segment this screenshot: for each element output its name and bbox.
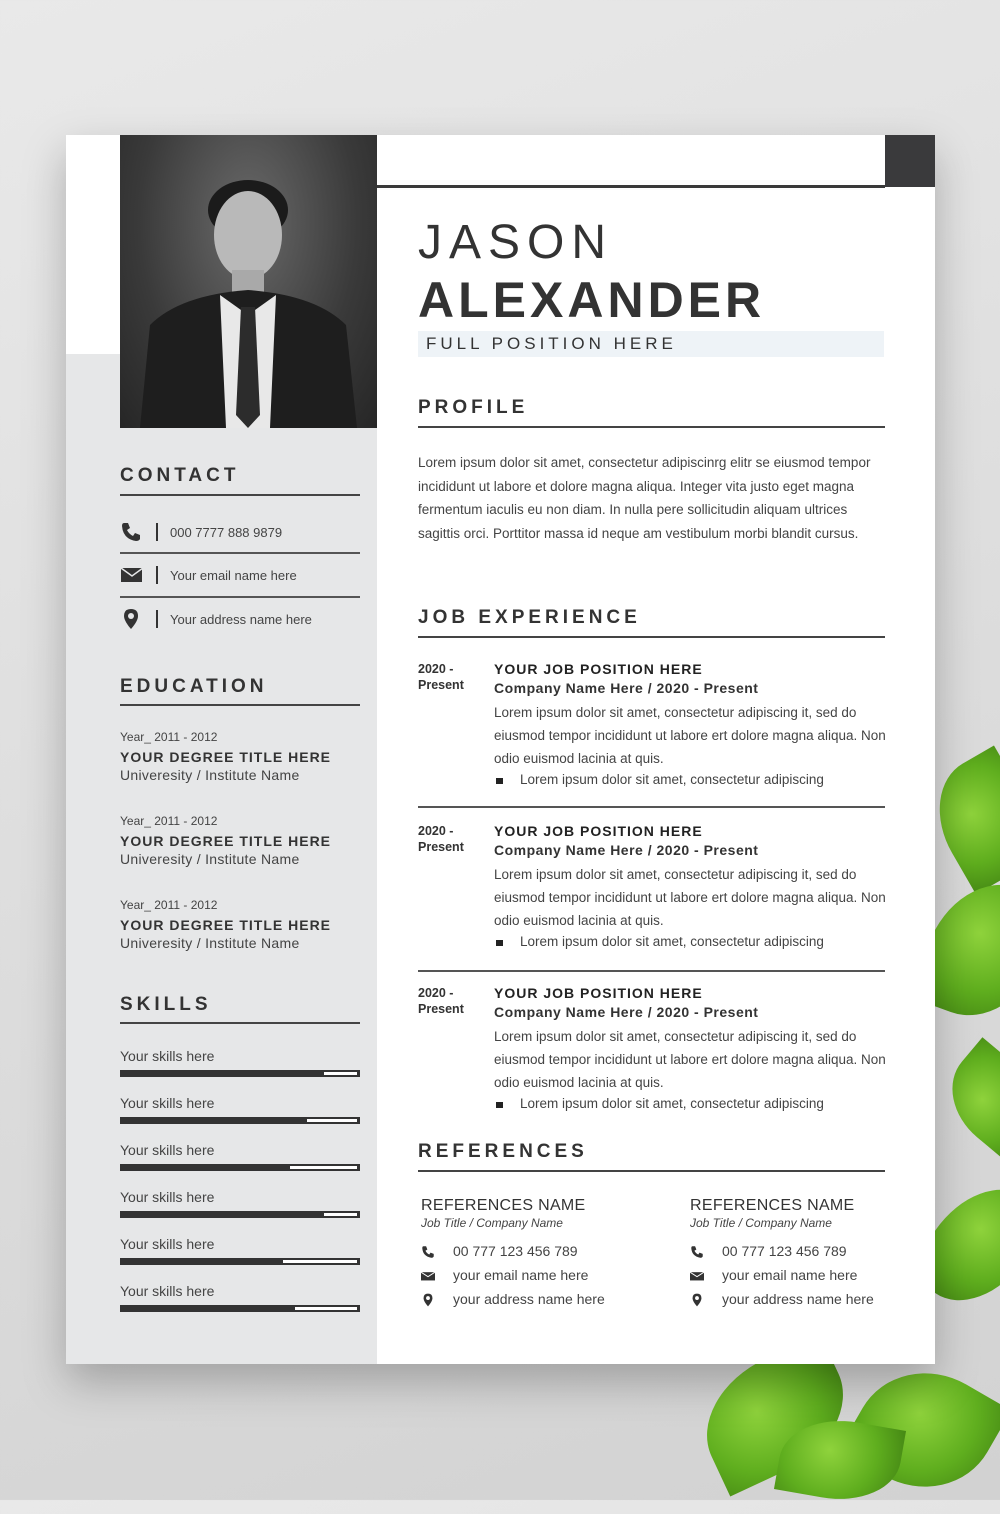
contact-divider <box>120 552 360 554</box>
bullet-square-icon <box>496 940 503 946</box>
reference-name: REFERENCES NAME <box>421 1197 586 1214</box>
institute-name: Univeresity / Institute Name <box>120 767 300 783</box>
skill-bar-remainder <box>290 1166 357 1169</box>
reference-address <box>421 1290 641 1314</box>
degree-title: YOUR DEGREE TITLE HERE <box>120 749 332 765</box>
first-name: JASON <box>418 216 614 269</box>
location-pin-icon <box>690 1293 704 1307</box>
education-year: Year_ 2011 - 2012 <box>120 730 218 744</box>
profile-heading: PROFILE <box>418 397 529 418</box>
skill-item <box>120 1236 360 1265</box>
experience-heading-rule <box>418 636 885 638</box>
job-bullet <box>494 934 888 949</box>
reference-card <box>421 1197 641 1314</box>
reference-email-text: your email name here <box>453 1267 589 1283</box>
skill-item <box>120 1283 360 1312</box>
job-description: Lorem ipsum dolor sit amet, consectetur adipiscing it, sed do eiusmod tempor incididunt ut labore ert dolore magna aliqua. Non odio euismod lacinia at quis. <box>494 1029 886 1090</box>
bullet-text: Lorem ipsum dolor sit amet, consectetur adipiscing <box>520 1096 824 1111</box>
phone-icon <box>421 1245 435 1259</box>
job-position: YOUR JOB POSITION HERE <box>494 985 703 1001</box>
job-company: Company Name Here / 2020 - Present <box>494 842 759 858</box>
institute-name: Univeresity / Institute Name <box>120 935 300 951</box>
reference-email <box>421 1266 641 1290</box>
last-name: ALEXANDER <box>418 272 766 328</box>
skill-bar-remainder <box>295 1307 357 1310</box>
degree-title: YOUR DEGREE TITLE HERE <box>120 833 332 849</box>
job-company: Company Name Here / 2020 - Present <box>494 680 759 696</box>
reference-name: REFERENCES NAME <box>690 1197 855 1214</box>
skill-label: Your skills here <box>120 1236 215 1252</box>
bullet-square-icon <box>496 1102 503 1108</box>
reference-address-text: your address name here <box>722 1291 874 1307</box>
envelope-icon <box>421 1269 435 1283</box>
education-entry <box>120 898 370 951</box>
education-entry <box>120 814 370 867</box>
reference-phone-text: 00 777 123 456 789 <box>453 1243 578 1259</box>
reference-phone <box>690 1242 910 1266</box>
reference-card <box>690 1197 910 1314</box>
contact-address <box>120 608 360 632</box>
reference-job: Job Title / Company Name <box>690 1216 832 1230</box>
email-text: Your email name here <box>170 568 297 583</box>
institute-name: Univeresity / Institute Name <box>120 851 300 867</box>
skill-label: Your skills here <box>120 1142 215 1158</box>
contact-phone <box>120 521 360 545</box>
reference-email-text: your email name here <box>722 1267 858 1283</box>
degree-title: YOUR DEGREE TITLE HERE <box>120 917 332 933</box>
skill-bar <box>120 1258 360 1265</box>
job-description: Lorem ipsum dolor sit amet, consectetur adipiscing it, sed do eiusmod tempor incididunt ut labore ert dolore magna aliqua. Non odio euismod lacinia at quis. <box>494 705 886 766</box>
location-pin-icon <box>421 1293 435 1307</box>
skill-item <box>120 1048 360 1077</box>
education-year: Year_ 2011 - 2012 <box>120 814 218 828</box>
skill-bar <box>120 1305 360 1312</box>
separator <box>156 610 158 628</box>
job-date: 2020 - Present <box>418 662 464 692</box>
phone-icon <box>120 521 142 543</box>
job-divider <box>418 806 885 808</box>
skill-label: Your skills here <box>120 1095 215 1111</box>
leaf-decoration <box>931 1037 1000 1163</box>
phone-text: 000 7777 888 9879 <box>170 525 283 540</box>
skill-label: Your skills here <box>120 1189 215 1205</box>
job-bullet <box>494 772 888 787</box>
bullet-text: Lorem ipsum dolor sit amet, consectetur adipiscing <box>520 934 824 949</box>
education-heading: EDUCATION <box>120 676 268 697</box>
header-rule <box>377 185 885 188</box>
job-bullet <box>494 1096 888 1111</box>
reference-email <box>690 1266 910 1290</box>
references-heading: REFERENCES <box>418 1141 588 1162</box>
contact-divider <box>120 596 360 598</box>
education-heading-rule <box>120 704 360 706</box>
skill-item <box>120 1142 360 1171</box>
reference-phone-text: 00 777 123 456 789 <box>722 1243 847 1259</box>
skill-item <box>120 1095 360 1124</box>
skill-bar <box>120 1070 360 1077</box>
position-title: FULL POSITION HERE <box>418 331 884 357</box>
job-date: 2020 - Present <box>418 986 464 1016</box>
contact-email <box>120 564 360 588</box>
resume-page <box>66 135 935 1364</box>
profile-photo <box>120 135 377 428</box>
separator <box>156 566 158 584</box>
skills-heading: SKILLS <box>120 994 212 1015</box>
reference-address <box>690 1290 910 1314</box>
skill-bar-remainder <box>324 1213 357 1216</box>
profile-heading-rule <box>418 426 885 428</box>
reference-job: Job Title / Company Name <box>421 1216 563 1230</box>
job-position: YOUR JOB POSITION HERE <box>494 661 703 677</box>
reference-phone <box>421 1242 641 1266</box>
bullet-text: Lorem ipsum dolor sit amet, consectetur adipiscing <box>520 772 824 787</box>
envelope-icon <box>120 564 142 586</box>
skills-heading-rule <box>120 1022 360 1024</box>
skill-bar <box>120 1117 360 1124</box>
phone-icon <box>690 1245 704 1259</box>
envelope-icon <box>690 1269 704 1283</box>
skill-item <box>120 1189 360 1218</box>
header-accent-block <box>885 135 935 187</box>
skill-bar <box>120 1211 360 1218</box>
contact-heading-rule <box>120 494 360 496</box>
job-company: Company Name Here / 2020 - Present <box>494 1004 759 1020</box>
address-text: Your address name here <box>170 612 312 627</box>
job-divider <box>418 970 885 972</box>
location-pin-icon <box>120 608 142 630</box>
bullet-square-icon <box>496 778 503 784</box>
profile-text: Lorem ipsum dolor sit amet, consectetur adipiscinrg elitr se eiusmod tempor incididunt ut labore et dolore magna aliqua. Integer vita justo eget magna fermentum iaculis eu non diam. In nulla pere sollicitudin aliquam ultrices sagittis orci. Porttitor massa id neque am vestibulum morbi blandit cursus. <box>418 455 871 541</box>
skill-label: Your skills here <box>120 1283 215 1299</box>
separator <box>156 523 158 541</box>
contact-heading: CONTACT <box>120 465 240 486</box>
references-heading-rule <box>418 1170 885 1172</box>
skill-bar-remainder <box>283 1260 357 1263</box>
skill-bar <box>120 1164 360 1171</box>
reference-address-text: your address name here <box>453 1291 605 1307</box>
experience-heading: JOB EXPERIENCE <box>418 607 641 628</box>
skill-bar-remainder <box>307 1119 357 1122</box>
education-year: Year_ 2011 - 2012 <box>120 898 218 912</box>
job-date: 2020 - Present <box>418 824 464 854</box>
skill-label: Your skills here <box>120 1048 215 1064</box>
job-position: YOUR JOB POSITION HERE <box>494 823 703 839</box>
skill-bar-remainder <box>324 1072 357 1075</box>
job-description: Lorem ipsum dolor sit amet, consectetur adipiscing it, sed do eiusmod tempor incididunt ut labore ert dolore magna aliqua. Non odio euismod lacinia at quis. <box>494 867 886 928</box>
education-entry <box>120 730 370 783</box>
